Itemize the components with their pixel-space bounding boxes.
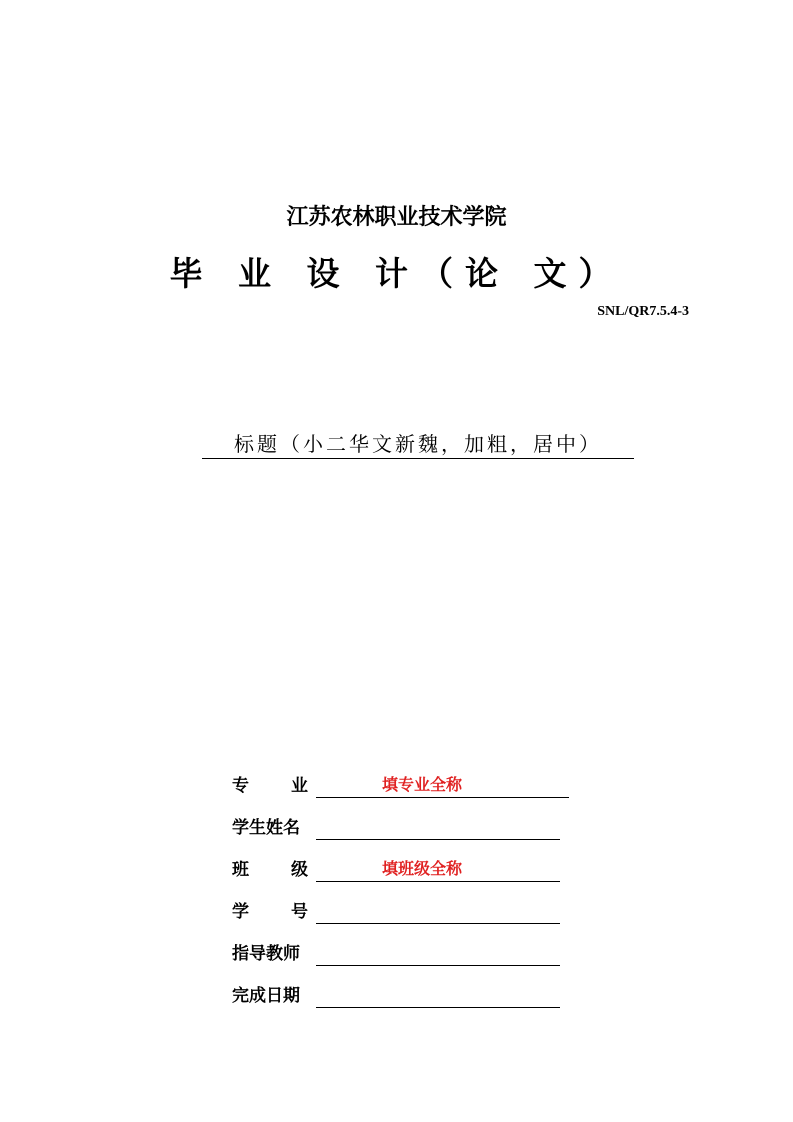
info-row-student-name (232, 798, 572, 840)
class-label-char-2: 级 (291, 860, 308, 880)
advisor-field[interactable] (316, 941, 560, 966)
class-field[interactable] (316, 857, 560, 882)
info-row-advisor (232, 924, 572, 966)
advisor-label: 指导教师 (232, 944, 300, 964)
class-value: 填班级全称 (382, 859, 463, 878)
student-id-label (232, 900, 308, 924)
student-name-label: 学生姓名 (232, 818, 300, 838)
school-name: 江苏农林职业技术学院 (286, 204, 507, 230)
major-field[interactable] (316, 773, 569, 798)
class-label-char-1: 班 (232, 860, 249, 880)
student-name-field[interactable] (316, 815, 560, 840)
student-id-label-char-1: 学 (232, 902, 249, 922)
info-row-class (232, 840, 572, 882)
student-id-field[interactable] (316, 899, 560, 924)
class-label (232, 858, 308, 882)
info-row-major (232, 756, 572, 798)
thesis-title-field[interactable] (202, 430, 634, 459)
info-row-completion-date (232, 966, 572, 1008)
info-row-student-id (232, 882, 572, 924)
major-label (232, 774, 308, 798)
document-type-title: 毕 业 设 计（论 文） (169, 254, 624, 293)
major-label-char-2: 业 (291, 776, 308, 796)
completion-date-label: 完成日期 (232, 986, 300, 1006)
student-info-block (232, 756, 572, 1008)
major-label-char-1: 专 (232, 776, 249, 796)
major-value: 填专业全称 (382, 775, 463, 794)
student-id-label-char-2: 号 (291, 902, 308, 922)
thesis-title-placeholder: 标题（小二华文新魏，加粗，居中） (234, 432, 602, 456)
document-code: SNL/QR7.5.4-3 (597, 304, 689, 319)
completion-date-field[interactable] (316, 983, 560, 1008)
